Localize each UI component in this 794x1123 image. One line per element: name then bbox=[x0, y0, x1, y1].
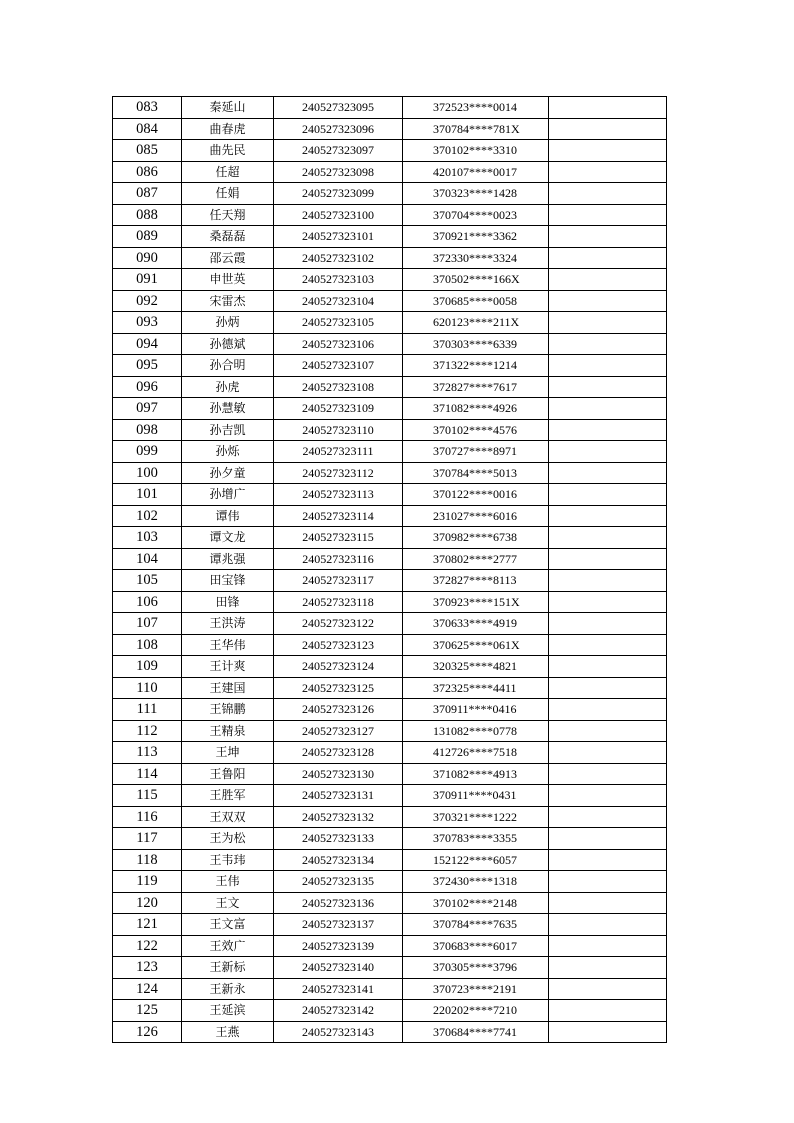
note-cell bbox=[549, 118, 667, 140]
id-number-cell: 370911****0431 bbox=[403, 785, 549, 807]
exam-id-cell: 240527323105 bbox=[274, 312, 403, 334]
name-cell: 王燕 bbox=[182, 1021, 274, 1043]
table-row bbox=[113, 290, 667, 312]
id-number-cell: 370684****7741 bbox=[403, 1021, 549, 1043]
seq-cell: 115 bbox=[113, 785, 182, 807]
note-cell bbox=[549, 892, 667, 914]
table-row bbox=[113, 333, 667, 355]
name-cell: 孙虎 bbox=[182, 376, 274, 398]
note-cell bbox=[549, 97, 667, 119]
table-row bbox=[113, 312, 667, 334]
seq-cell: 122 bbox=[113, 935, 182, 957]
id-number-cell: 370102****3310 bbox=[403, 140, 549, 162]
id-number-cell: 370911****0416 bbox=[403, 699, 549, 721]
seq-cell: 089 bbox=[113, 226, 182, 248]
exam-id-cell: 240527323110 bbox=[274, 419, 403, 441]
name-cell: 王计爽 bbox=[182, 656, 274, 678]
seq-cell: 126 bbox=[113, 1021, 182, 1043]
id-number-cell: 370625****061X bbox=[403, 634, 549, 656]
id-number-cell: 370685****0058 bbox=[403, 290, 549, 312]
name-cell: 王坤 bbox=[182, 742, 274, 764]
id-number-cell: 372330****3324 bbox=[403, 247, 549, 269]
exam-id-cell: 240527323097 bbox=[274, 140, 403, 162]
note-cell bbox=[549, 1021, 667, 1043]
table-row bbox=[113, 699, 667, 721]
name-cell: 孙烁 bbox=[182, 441, 274, 463]
table-row bbox=[113, 613, 667, 635]
exam-id-cell: 240527323116 bbox=[274, 548, 403, 570]
seq-cell: 103 bbox=[113, 527, 182, 549]
id-number-cell: 131082****0778 bbox=[403, 720, 549, 742]
seq-cell: 084 bbox=[113, 118, 182, 140]
name-cell: 王建国 bbox=[182, 677, 274, 699]
note-cell bbox=[549, 290, 667, 312]
name-cell: 任天翔 bbox=[182, 204, 274, 226]
table-row bbox=[113, 763, 667, 785]
table-row bbox=[113, 376, 667, 398]
name-cell: 谭兆强 bbox=[182, 548, 274, 570]
name-cell: 孙吉凯 bbox=[182, 419, 274, 441]
exam-id-cell: 240527323108 bbox=[274, 376, 403, 398]
note-cell bbox=[549, 462, 667, 484]
seq-cell: 107 bbox=[113, 613, 182, 635]
candidate-table bbox=[112, 96, 667, 1043]
table-row bbox=[113, 656, 667, 678]
name-cell: 王文 bbox=[182, 892, 274, 914]
table-row bbox=[113, 398, 667, 420]
table-row bbox=[113, 505, 667, 527]
name-cell: 王精泉 bbox=[182, 720, 274, 742]
exam-id-cell: 240527323132 bbox=[274, 806, 403, 828]
table-row bbox=[113, 978, 667, 1000]
seq-cell: 118 bbox=[113, 849, 182, 871]
exam-id-cell: 240527323096 bbox=[274, 118, 403, 140]
name-cell: 申世英 bbox=[182, 269, 274, 291]
note-cell bbox=[549, 355, 667, 377]
exam-id-cell: 240527323109 bbox=[274, 398, 403, 420]
seq-cell: 090 bbox=[113, 247, 182, 269]
name-cell: 任娟 bbox=[182, 183, 274, 205]
seq-cell: 111 bbox=[113, 699, 182, 721]
note-cell bbox=[549, 613, 667, 635]
seq-cell: 113 bbox=[113, 742, 182, 764]
candidate-table-body bbox=[113, 97, 667, 1043]
exam-id-cell: 240527323125 bbox=[274, 677, 403, 699]
exam-id-cell: 240527323111 bbox=[274, 441, 403, 463]
seq-cell: 094 bbox=[113, 333, 182, 355]
name-cell: 邵云霞 bbox=[182, 247, 274, 269]
table-row bbox=[113, 247, 667, 269]
id-number-cell: 370633****4919 bbox=[403, 613, 549, 635]
exam-id-cell: 240527323136 bbox=[274, 892, 403, 914]
table-row bbox=[113, 548, 667, 570]
table-row bbox=[113, 161, 667, 183]
id-number-cell: 370783****3355 bbox=[403, 828, 549, 850]
seq-cell: 121 bbox=[113, 914, 182, 936]
note-cell bbox=[549, 1000, 667, 1022]
name-cell: 桑磊磊 bbox=[182, 226, 274, 248]
name-cell: 王锦鹏 bbox=[182, 699, 274, 721]
id-number-cell: 370784****7635 bbox=[403, 914, 549, 936]
note-cell bbox=[549, 978, 667, 1000]
exam-id-cell: 240527323131 bbox=[274, 785, 403, 807]
note-cell bbox=[549, 656, 667, 678]
table-row bbox=[113, 419, 667, 441]
note-cell bbox=[549, 183, 667, 205]
table-row bbox=[113, 183, 667, 205]
seq-cell: 109 bbox=[113, 656, 182, 678]
seq-cell: 102 bbox=[113, 505, 182, 527]
note-cell bbox=[549, 398, 667, 420]
seq-cell: 100 bbox=[113, 462, 182, 484]
name-cell: 王韦玮 bbox=[182, 849, 274, 871]
table-row bbox=[113, 828, 667, 850]
id-number-cell: 370323****1428 bbox=[403, 183, 549, 205]
name-cell: 孙慧敏 bbox=[182, 398, 274, 420]
seq-cell: 101 bbox=[113, 484, 182, 506]
exam-id-cell: 240527323135 bbox=[274, 871, 403, 893]
name-cell: 王华伟 bbox=[182, 634, 274, 656]
note-cell bbox=[549, 484, 667, 506]
note-cell bbox=[549, 871, 667, 893]
note-cell bbox=[549, 957, 667, 979]
table-row bbox=[113, 118, 667, 140]
table-row bbox=[113, 140, 667, 162]
table-row bbox=[113, 720, 667, 742]
exam-id-cell: 240527323127 bbox=[274, 720, 403, 742]
id-number-cell: 231027****6016 bbox=[403, 505, 549, 527]
seq-cell: 117 bbox=[113, 828, 182, 850]
note-cell bbox=[549, 591, 667, 613]
name-cell: 田锋 bbox=[182, 591, 274, 613]
id-number-cell: 370321****1222 bbox=[403, 806, 549, 828]
id-number-cell: 372325****4411 bbox=[403, 677, 549, 699]
table-row bbox=[113, 97, 667, 119]
name-cell: 孙增广 bbox=[182, 484, 274, 506]
exam-id-cell: 240527323143 bbox=[274, 1021, 403, 1043]
table-row bbox=[113, 527, 667, 549]
exam-id-cell: 240527323140 bbox=[274, 957, 403, 979]
name-cell: 王鲁阳 bbox=[182, 763, 274, 785]
name-cell: 田宝锋 bbox=[182, 570, 274, 592]
id-number-cell: 370923****151X bbox=[403, 591, 549, 613]
name-cell: 孙德斌 bbox=[182, 333, 274, 355]
note-cell bbox=[549, 333, 667, 355]
note-cell bbox=[549, 247, 667, 269]
exam-id-cell: 240527323122 bbox=[274, 613, 403, 635]
seq-cell: 085 bbox=[113, 140, 182, 162]
seq-cell: 098 bbox=[113, 419, 182, 441]
exam-id-cell: 240527323115 bbox=[274, 527, 403, 549]
exam-id-cell: 240527323133 bbox=[274, 828, 403, 850]
table-row bbox=[113, 806, 667, 828]
exam-id-cell: 240527323142 bbox=[274, 1000, 403, 1022]
exam-id-cell: 240527323126 bbox=[274, 699, 403, 721]
name-cell: 王文富 bbox=[182, 914, 274, 936]
note-cell bbox=[549, 140, 667, 162]
name-cell: 王新永 bbox=[182, 978, 274, 1000]
id-number-cell: 220202****7210 bbox=[403, 1000, 549, 1022]
id-number-cell: 370784****781X bbox=[403, 118, 549, 140]
note-cell bbox=[549, 763, 667, 785]
name-cell: 王洪涛 bbox=[182, 613, 274, 635]
seq-cell: 095 bbox=[113, 355, 182, 377]
seq-cell: 099 bbox=[113, 441, 182, 463]
id-number-cell: 370723****2191 bbox=[403, 978, 549, 1000]
exam-id-cell: 240527323141 bbox=[274, 978, 403, 1000]
note-cell bbox=[549, 935, 667, 957]
note-cell bbox=[549, 806, 667, 828]
table-row bbox=[113, 591, 667, 613]
exam-id-cell: 240527323099 bbox=[274, 183, 403, 205]
seq-cell: 119 bbox=[113, 871, 182, 893]
note-cell bbox=[549, 204, 667, 226]
id-number-cell: 370921****3362 bbox=[403, 226, 549, 248]
exam-id-cell: 240527323098 bbox=[274, 161, 403, 183]
exam-id-cell: 240527323113 bbox=[274, 484, 403, 506]
table-row bbox=[113, 1021, 667, 1043]
id-number-cell: 372430****1318 bbox=[403, 871, 549, 893]
id-number-cell: 370727****8971 bbox=[403, 441, 549, 463]
exam-id-cell: 240527323106 bbox=[274, 333, 403, 355]
table-row bbox=[113, 484, 667, 506]
exam-id-cell: 240527323117 bbox=[274, 570, 403, 592]
id-number-cell: 370704****0023 bbox=[403, 204, 549, 226]
exam-id-cell: 240527323118 bbox=[274, 591, 403, 613]
name-cell: 王效广 bbox=[182, 935, 274, 957]
note-cell bbox=[549, 527, 667, 549]
id-number-cell: 620123****211X bbox=[403, 312, 549, 334]
seq-cell: 106 bbox=[113, 591, 182, 613]
seq-cell: 116 bbox=[113, 806, 182, 828]
name-cell: 孙夕童 bbox=[182, 462, 274, 484]
name-cell: 孙炳 bbox=[182, 312, 274, 334]
note-cell bbox=[549, 570, 667, 592]
note-cell bbox=[549, 699, 667, 721]
note-cell bbox=[549, 914, 667, 936]
exam-id-cell: 240527323130 bbox=[274, 763, 403, 785]
seq-cell: 105 bbox=[113, 570, 182, 592]
exam-id-cell: 240527323102 bbox=[274, 247, 403, 269]
id-number-cell: 370802****2777 bbox=[403, 548, 549, 570]
id-number-cell: 372827****8113 bbox=[403, 570, 549, 592]
table-row bbox=[113, 226, 667, 248]
seq-cell: 086 bbox=[113, 161, 182, 183]
note-cell bbox=[549, 269, 667, 291]
exam-id-cell: 240527323107 bbox=[274, 355, 403, 377]
id-number-cell: 412726****7518 bbox=[403, 742, 549, 764]
id-number-cell: 420107****0017 bbox=[403, 161, 549, 183]
table-row bbox=[113, 677, 667, 699]
seq-cell: 092 bbox=[113, 290, 182, 312]
seq-cell: 120 bbox=[113, 892, 182, 914]
id-number-cell: 370982****6738 bbox=[403, 527, 549, 549]
note-cell bbox=[549, 505, 667, 527]
exam-id-cell: 240527323137 bbox=[274, 914, 403, 936]
seq-cell: 091 bbox=[113, 269, 182, 291]
exam-id-cell: 240527323100 bbox=[274, 204, 403, 226]
table-row bbox=[113, 1000, 667, 1022]
note-cell bbox=[549, 849, 667, 871]
note-cell bbox=[549, 742, 667, 764]
note-cell bbox=[549, 226, 667, 248]
id-number-cell: 320325****4821 bbox=[403, 656, 549, 678]
name-cell: 谭伟 bbox=[182, 505, 274, 527]
exam-id-cell: 240527323139 bbox=[274, 935, 403, 957]
note-cell bbox=[549, 677, 667, 699]
note-cell bbox=[549, 634, 667, 656]
id-number-cell: 371322****1214 bbox=[403, 355, 549, 377]
name-cell: 王双双 bbox=[182, 806, 274, 828]
exam-id-cell: 240527323103 bbox=[274, 269, 403, 291]
exam-id-cell: 240527323112 bbox=[274, 462, 403, 484]
exam-id-cell: 240527323104 bbox=[274, 290, 403, 312]
name-cell: 宋雷杰 bbox=[182, 290, 274, 312]
name-cell: 王为松 bbox=[182, 828, 274, 850]
table-row bbox=[113, 935, 667, 957]
note-cell bbox=[549, 785, 667, 807]
seq-cell: 083 bbox=[113, 97, 182, 119]
name-cell: 王新标 bbox=[182, 957, 274, 979]
name-cell: 秦延山 bbox=[182, 97, 274, 119]
exam-id-cell: 240527323114 bbox=[274, 505, 403, 527]
name-cell: 谭文龙 bbox=[182, 527, 274, 549]
table-row bbox=[113, 742, 667, 764]
note-cell bbox=[549, 720, 667, 742]
name-cell: 王胜军 bbox=[182, 785, 274, 807]
id-number-cell: 370102****2148 bbox=[403, 892, 549, 914]
name-cell: 任超 bbox=[182, 161, 274, 183]
table-row bbox=[113, 871, 667, 893]
seq-cell: 112 bbox=[113, 720, 182, 742]
exam-id-cell: 240527323124 bbox=[274, 656, 403, 678]
table-row bbox=[113, 269, 667, 291]
exam-id-cell: 240527323123 bbox=[274, 634, 403, 656]
table-row bbox=[113, 462, 667, 484]
name-cell: 孙合明 bbox=[182, 355, 274, 377]
seq-cell: 110 bbox=[113, 677, 182, 699]
table-row bbox=[113, 957, 667, 979]
id-number-cell: 370122****0016 bbox=[403, 484, 549, 506]
note-cell bbox=[549, 161, 667, 183]
table-row bbox=[113, 355, 667, 377]
id-number-cell: 370305****3796 bbox=[403, 957, 549, 979]
seq-cell: 087 bbox=[113, 183, 182, 205]
table-row bbox=[113, 634, 667, 656]
exam-id-cell: 240527323128 bbox=[274, 742, 403, 764]
name-cell: 王伟 bbox=[182, 871, 274, 893]
note-cell bbox=[549, 419, 667, 441]
table-row bbox=[113, 570, 667, 592]
id-number-cell: 372827****7617 bbox=[403, 376, 549, 398]
table-row bbox=[113, 849, 667, 871]
id-number-cell: 372523****0014 bbox=[403, 97, 549, 119]
id-number-cell: 370102****4576 bbox=[403, 419, 549, 441]
seq-cell: 114 bbox=[113, 763, 182, 785]
exam-id-cell: 240527323134 bbox=[274, 849, 403, 871]
id-number-cell: 370303****6339 bbox=[403, 333, 549, 355]
id-number-cell: 370502****166X bbox=[403, 269, 549, 291]
seq-cell: 104 bbox=[113, 548, 182, 570]
seq-cell: 108 bbox=[113, 634, 182, 656]
id-number-cell: 370683****6017 bbox=[403, 935, 549, 957]
id-number-cell: 371082****4926 bbox=[403, 398, 549, 420]
table-row bbox=[113, 441, 667, 463]
note-cell bbox=[549, 441, 667, 463]
table-row bbox=[113, 914, 667, 936]
exam-id-cell: 240527323095 bbox=[274, 97, 403, 119]
table-row bbox=[113, 785, 667, 807]
name-cell: 王延滨 bbox=[182, 1000, 274, 1022]
note-cell bbox=[549, 548, 667, 570]
id-number-cell: 152122****6057 bbox=[403, 849, 549, 871]
seq-cell: 096 bbox=[113, 376, 182, 398]
name-cell: 曲春虎 bbox=[182, 118, 274, 140]
seq-cell: 123 bbox=[113, 957, 182, 979]
seq-cell: 124 bbox=[113, 978, 182, 1000]
exam-id-cell: 240527323101 bbox=[274, 226, 403, 248]
note-cell bbox=[549, 376, 667, 398]
note-cell bbox=[549, 828, 667, 850]
id-number-cell: 371082****4913 bbox=[403, 763, 549, 785]
seq-cell: 088 bbox=[113, 204, 182, 226]
note-cell bbox=[549, 312, 667, 334]
id-number-cell: 370784****5013 bbox=[403, 462, 549, 484]
name-cell: 曲先民 bbox=[182, 140, 274, 162]
table-row bbox=[113, 204, 667, 226]
seq-cell: 097 bbox=[113, 398, 182, 420]
seq-cell: 125 bbox=[113, 1000, 182, 1022]
seq-cell: 093 bbox=[113, 312, 182, 334]
table-row bbox=[113, 892, 667, 914]
